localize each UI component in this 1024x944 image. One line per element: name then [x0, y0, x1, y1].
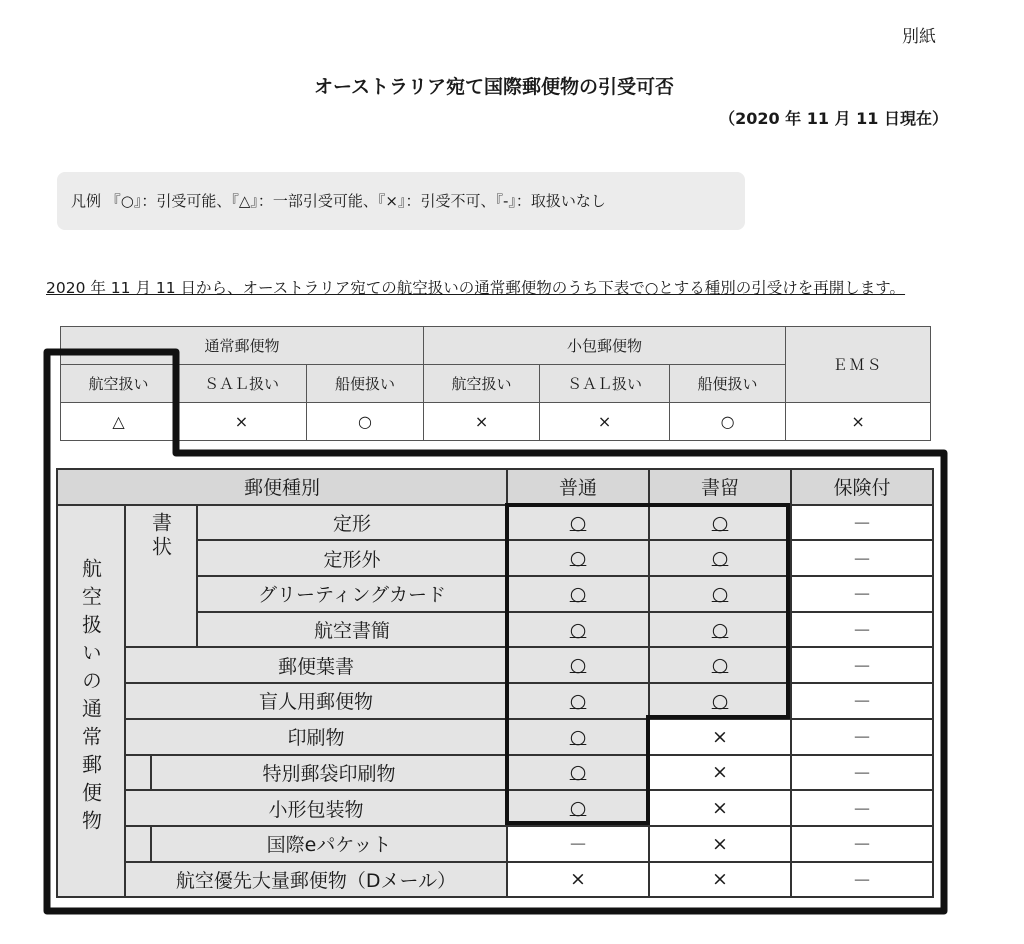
row-label: 小形包装物 [125, 790, 507, 826]
summary-cell: △ [61, 403, 177, 441]
header-regular: 普通 [507, 469, 649, 505]
regular-cell: － [507, 826, 649, 862]
summary-cell: × [424, 403, 540, 441]
insured-cell: － [791, 790, 933, 826]
regular-cell: ○ [507, 790, 649, 826]
regular-cell: ○ [507, 576, 649, 612]
insured-cell: － [791, 647, 933, 683]
row-label: 航空優先大量郵便物（Dメール） [125, 862, 507, 898]
registered-cell: ○ [649, 612, 791, 648]
available-cells-border [507, 505, 788, 823]
subheader-air: 航空扱い [424, 365, 540, 403]
header-registered: 書留 [649, 469, 791, 505]
regular-cell: × [507, 862, 649, 898]
summary-cell: × [177, 403, 307, 441]
registered-cell: × [649, 862, 791, 898]
header-insured: 保険付 [791, 469, 933, 505]
summary-cell: × [540, 403, 670, 441]
subheader-sal: ＳＡＬ扱い [540, 365, 670, 403]
regular-cell: ○ [507, 755, 649, 791]
row-label: 定形 [197, 505, 507, 541]
group-label-air-ordinary: 航空扱いの通常郵便物 [57, 505, 125, 898]
resumption-note: 2020 年 11 月 11 日から、オーストラリア宛ての航空扱いの通常郵便物のうち下表で○とする種別の引受けを再開します。 [46, 279, 906, 297]
regular-cell: ○ [507, 612, 649, 648]
header-mail-type: 郵便種別 [57, 469, 507, 505]
group-ems: ＥＭＳ [786, 327, 931, 403]
insured-cell: － [791, 612, 933, 648]
insured-cell: － [791, 540, 933, 576]
legend-text: 凡例 『○』：引受可能、『△』：一部引受可能、『×』：引受不可、『-』：取扱いなし [71, 192, 606, 210]
insured-cell: － [791, 862, 933, 898]
insured-cell: － [791, 826, 933, 862]
row-label: 国際eパケット [151, 826, 507, 862]
registered-cell: ○ [649, 540, 791, 576]
insured-cell: － [791, 683, 933, 719]
subheader-air: 航空扱い [61, 365, 177, 403]
group-ordinary-mail: 通常郵便物 [61, 327, 424, 365]
regular-cell: ○ [507, 719, 649, 755]
insured-cell: － [791, 576, 933, 612]
row-label: 郵便葉書 [125, 647, 507, 683]
subheader-sal: ＳＡＬ扱い [177, 365, 307, 403]
document-title: オーストラリア宛て国際郵便物の引受可否 [313, 76, 675, 98]
summary-cell: ○ [307, 403, 424, 441]
insured-cell: － [791, 755, 933, 791]
row-label: 特別郵袋印刷物 [151, 755, 507, 791]
annex-label: 別紙 [902, 27, 936, 47]
registered-cell: ○ [649, 683, 791, 719]
summary-cell: ○ [670, 403, 786, 441]
registered-cell: × [649, 790, 791, 826]
regular-cell: ○ [507, 647, 649, 683]
regular-cell: ○ [507, 683, 649, 719]
registered-cell: × [649, 826, 791, 862]
subheader-surface: 船便扱い [307, 365, 424, 403]
registered-cell: × [649, 719, 791, 755]
registered-cell: ○ [649, 505, 791, 541]
subheader-surface: 船便扱い [670, 365, 786, 403]
regular-cell: ○ [507, 540, 649, 576]
registered-cell: ○ [649, 576, 791, 612]
registered-cell: × [649, 755, 791, 791]
row-label: 印刷物 [125, 719, 507, 755]
as-of-date: （2020 年 11 月 11 日現在） [719, 109, 948, 128]
row-label: 航空書簡 [197, 612, 507, 648]
regular-cell: ○ [507, 505, 649, 541]
insured-cell: － [791, 505, 933, 541]
available-area-border [47, 352, 944, 911]
row-label: 盲人用郵便物 [125, 683, 507, 719]
summary-cell: × [786, 403, 931, 441]
group-parcel: 小包郵便物 [424, 327, 786, 365]
insured-cell: － [791, 719, 933, 755]
registered-cell: ○ [649, 647, 791, 683]
row-label: グリーティングカード [197, 576, 507, 612]
letters-label: 書状 [125, 505, 197, 648]
row-label: 定形外 [197, 540, 507, 576]
